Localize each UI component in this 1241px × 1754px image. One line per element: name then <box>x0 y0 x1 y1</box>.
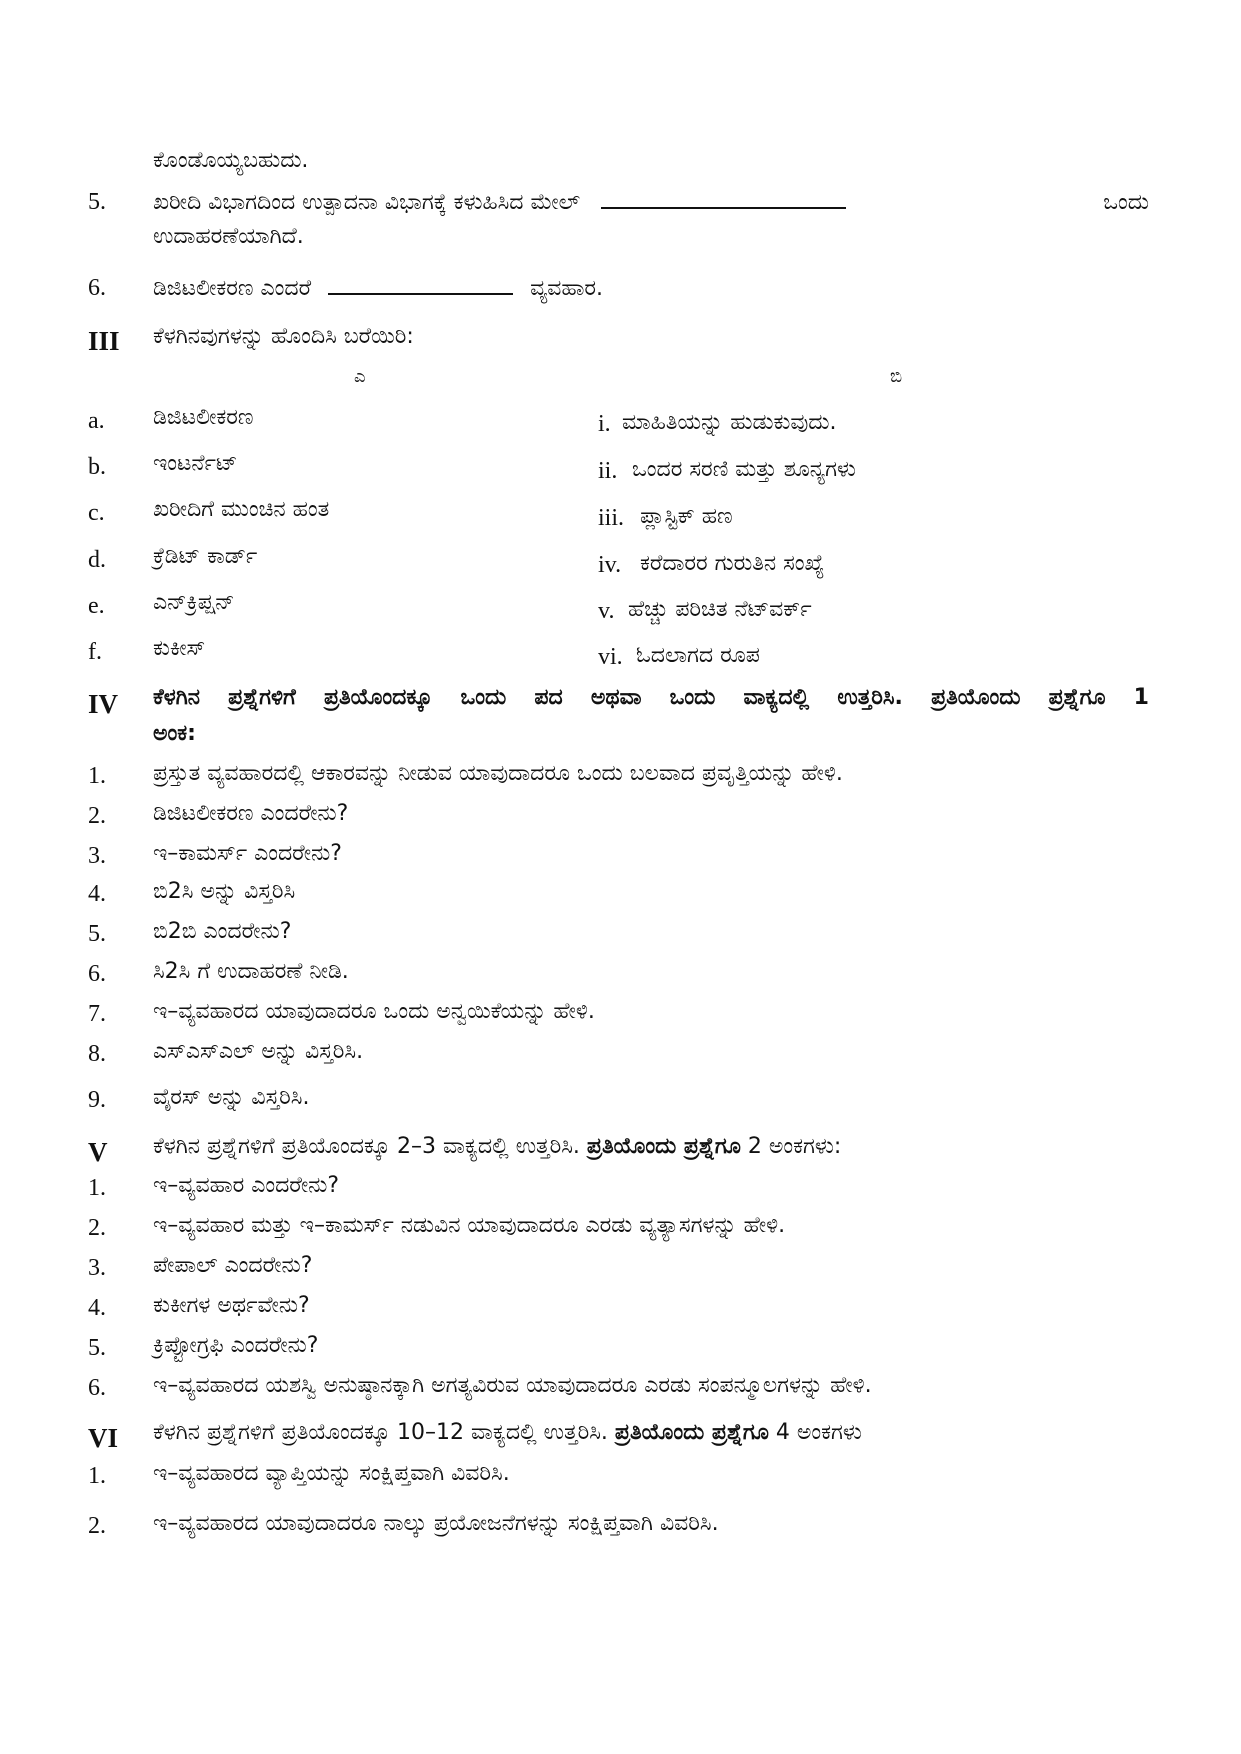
s4-q-text: ಬಿ2ಸಿ ಅನ್ನು ವಿಸ್ತರಿಸಿ <box>153 879 296 904</box>
s6-q-number: 2. <box>88 1513 106 1539</box>
section-6-heading-marks: 4 ಅಂಕಗಳು <box>775 1420 862 1445</box>
s5-q-number: 5. <box>88 1335 106 1361</box>
section-4-heading-line2: ಅಂಕ: <box>153 721 196 746</box>
s4-q-text: ಪ್ರಸ್ತುತ ವ್ಯವಹಾರದಲ್ಲಿ ಆಕಾರವನ್ನು ನೀಡುವ ಯಾವುದಾದರೂ ಒಂದು ಬಲವಾದ ಪ್ರವೃತ್ತಿಯನ್ನು ಹೇಳಿ. <box>153 761 843 786</box>
match-right-num: v. <box>598 598 615 624</box>
s5-q-number: 2. <box>88 1215 106 1241</box>
s6-q-text: ಇ–ವ್ಯವಹಾರದ ಯಾವುದಾದರೂ ನಾಲ್ಕು ಪ್ರಯೋಜನೆಗಳನ್ನು ಸಂಕ್ಷಿಪ್ತವಾಗಿ ವಿವರಿಸಿ. <box>153 1511 719 1536</box>
section-6-heading-bold: ಪ್ರತಿಯೊಂದು ಪ್ರಶ್ನೆಗೂ <box>614 1420 769 1445</box>
section-5-heading-marks: 2 ಅಂಕಗಳು: <box>747 1134 842 1159</box>
section-3-heading: ಕೆಳಗಿನವುಗಳನ್ನು ಹೊಂದಿಸಿ ಬರೆಯಿರಿ: <box>153 324 414 349</box>
section-3-roman: III <box>88 326 120 356</box>
s5-q-text: ಇ–ವ್ಯವಹಾರ ಎಂದರೇನು? <box>153 1173 340 1198</box>
q6-blank <box>328 292 513 295</box>
match-right: ಹೆಚ್ಚು ಪರಿಚಿತ ನೆಟ್‌ವರ್ಕ್ <box>628 597 812 622</box>
s4-q-text: ಬಿ2ಬಿ ಎಂದರೇನು? <box>153 919 292 944</box>
match-left: ಎನ್‌ಕ್ರಿಪ್ಷನ್ <box>153 590 235 615</box>
match-right: ಪ್ಲಾಸ್ಟಿಕ್ ಹಣ <box>640 504 733 529</box>
match-key: f. <box>88 639 102 665</box>
s4-q-number: 9. <box>88 1087 106 1113</box>
s4-q-number: 5. <box>88 921 106 947</box>
s6-q-text: ಇ–ವ್ಯವಹಾರದ ವ್ಯಾಪ್ತಿಯನ್ನು ಸಂಕ್ಷಿಪ್ತವಾಗಿ ವಿವರಿಸಿ. <box>153 1461 510 1486</box>
s4-q-number: 4. <box>88 881 106 907</box>
match-right-num: iii. <box>598 505 625 531</box>
s4-q-text: ಇ–ಕಾಮರ್ಸ್ ಎಂದರೇನು? <box>153 841 342 866</box>
column-a-header: ಎ <box>354 366 366 387</box>
match-key: e. <box>88 593 105 619</box>
s5-q-text: ಕ್ರಿಪ್ಟೋಗ್ರಫಿ ಎಂದರೇನು? <box>153 1333 319 1358</box>
s5-q-text: ಇ–ವ್ಯವಹಾರ ಮತ್ತು ಇ–ಕಾಮರ್ಸ್ ನಡುವಿನ ಯಾವುದಾದರೂ ಎರಡು ವ್ಯತ್ಯಾಸಗಳನ್ನು ಹೇಳಿ. <box>153 1213 786 1238</box>
s5-q-number: 3. <box>88 1255 106 1281</box>
match-key: c. <box>88 500 105 526</box>
match-right-num: ii. <box>598 458 618 484</box>
q5-text-a: ಖರೀದಿ ವಿಭಾಗದಿಂದ ಉತ್ಪಾದನಾ ವಿಭಾಗಕ್ಕೆ ಕಳುಹಿಸಿದ ಮೇಲ್ <box>153 190 581 215</box>
section-6-heading-text: ಕೆಳಗಿನ ಪ್ರಶ್ನೆಗಳಿಗೆ ಪ್ರತಿಯೊಂದಕ್ಕೂ 10–12 ವಾಕ್ಯದಲ್ಲಿ ಉತ್ತರಿಸಿ. <box>153 1420 608 1445</box>
match-key: a. <box>88 408 105 434</box>
match-key: d. <box>88 547 106 573</box>
s4-q-number: 6. <box>88 961 106 987</box>
s5-q-number: 6. <box>88 1375 106 1401</box>
s4-q-number: 8. <box>88 1041 106 1067</box>
match-right: ಮಾಹಿತಿಯನ್ನು ಹುಡುಕುವುದು. <box>622 410 837 435</box>
s4-q-number: 7. <box>88 1001 106 1027</box>
match-left: ಡಿಜಿಟಲೀಕರಣ <box>153 405 254 430</box>
q5-line1 <box>153 190 1149 216</box>
s4-q-text: ವೈರಸ್ ಅನ್ನು ವಿಸ್ತರಿಸಿ. <box>153 1085 310 1110</box>
q4-continuation: ಕೊಂಡೊಯ್ಯಬಹುದು. <box>153 148 309 173</box>
match-right: ಕರೆದಾರರ ಗುರುತಿನ ಸಂಖ್ಯೆ <box>640 551 825 576</box>
match-right: ಓದಲಾಗದ ರೂಪ <box>636 643 760 668</box>
s5-q-number: 4. <box>88 1295 106 1321</box>
match-right-num: iv. <box>598 552 622 578</box>
s4-q-text: ಡಿಜಿಟಲೀಕರಣ ಎಂದರೇನು? <box>153 801 349 826</box>
s5-q-text: ಇ–ವ್ಯವಹಾರದ ಯಶಸ್ವಿ ಅನುಷ್ಠಾನಕ್ಕಾಗಿ ಅಗತ್ಯವಿರುವ ಯಾವುದಾದರೂ ಎರಡು ಸಂಪನ್ಮೂಲಗಳನ್ನು ಹೇಳಿ. <box>153 1373 872 1398</box>
q5-blank <box>601 206 846 209</box>
column-b-header: ಬಿ <box>890 366 903 387</box>
q5-number: 5. <box>88 189 106 215</box>
s6-q-number: 1. <box>88 1463 106 1489</box>
s4-q-number: 3. <box>88 843 106 869</box>
match-right-num: vi. <box>598 644 623 670</box>
section-5-heading-bold: ಪ್ರತಿಯೊಂದು ಪ್ರಶ್ನೆಗೂ <box>586 1134 741 1159</box>
section-6-roman: VI <box>88 1423 119 1453</box>
q6-text-b: ವ್ಯವಹಾರ. <box>530 276 604 301</box>
q5-line2: ಉದಾಹರಣೆಯಾಗಿದೆ. <box>153 224 304 249</box>
q6-line <box>153 276 603 302</box>
q6-text-a: ಡಿಜಿಟಲೀಕರಣ ಎಂದರೆ <box>153 276 312 301</box>
s4-q-text: ಸಿ2ಸಿ ಗೆ ಉದಾಹರಣೆ ನೀಡಿ. <box>153 959 349 984</box>
s4-q-number: 2. <box>88 803 106 829</box>
s5-q-number: 1. <box>88 1175 106 1201</box>
match-left: ಖರೀದಿಗೆ ಮುಂಚಿನ ಹಂತ <box>153 497 330 522</box>
match-right-num: i. <box>598 411 611 437</box>
match-left: ಕ್ರೆಡಿಟ್ ಕಾರ್ಡ್ <box>153 544 258 569</box>
section-4-roman: IV <box>88 689 119 719</box>
section-5-roman: V <box>88 1137 108 1167</box>
section-4-heading-line1: ಕೆಳಗಿನ ಪ್ರಶ್ನೆಗಳಿಗೆ ಪ್ರತಿಯೊಂದಕ್ಕೂ ಒಂದು ಪದ ಅಥವಾ ಒಂದು ವಾಕ್ಯದಲ್ಲಿ ಉತ್ತರಿಸಿ. ಪ್ರತಿಯೊಂದು ಪ್ರಶ್ನೆಗೂ 1 <box>153 685 1149 710</box>
section-5-heading <box>153 1134 841 1160</box>
q6-number: 6. <box>88 275 106 301</box>
match-left: ಇಂಟರ್ನೆಟ್ <box>153 451 238 476</box>
match-left: ಕುಕೀಸ್ <box>153 636 206 661</box>
s4-q-number: 1. <box>88 763 106 789</box>
s4-q-text: ಇ–ವ್ಯವಹಾರದ ಯಾವುದಾದರೂ ಒಂದು ಅನ್ವಯಿಕೆಯನ್ನು ಹೇಳಿ. <box>153 999 595 1024</box>
q5-text-b: ಒಂದು <box>1103 190 1149 215</box>
s4-q-text: ಎಸ್‌ಎಸ್‌ಎಲ್ ಅನ್ನು ವಿಸ್ತರಿಸಿ. <box>153 1039 364 1064</box>
section-6-heading <box>153 1420 862 1446</box>
section-5-heading-text: ಕೆಳಗಿನ ಪ್ರಶ್ನೆಗಳಿಗೆ ಪ್ರತಿಯೊಂದಕ್ಕೂ 2–3 ವಾಕ್ಯದಲ್ಲಿ ಉತ್ತರಿಸಿ. <box>153 1134 580 1159</box>
s5-q-text: ಕುಕೀಗಳ ಅರ್ಥವೇನು? <box>153 1293 310 1318</box>
match-right: ಒಂದರ ಸರಣಿ ಮತ್ತು ಶೂನ್ಯಗಳು <box>632 457 856 482</box>
s5-q-text: ಪೇಪಾಲ್ ಎಂದರೇನು? <box>153 1253 313 1278</box>
match-key: b. <box>88 454 106 480</box>
